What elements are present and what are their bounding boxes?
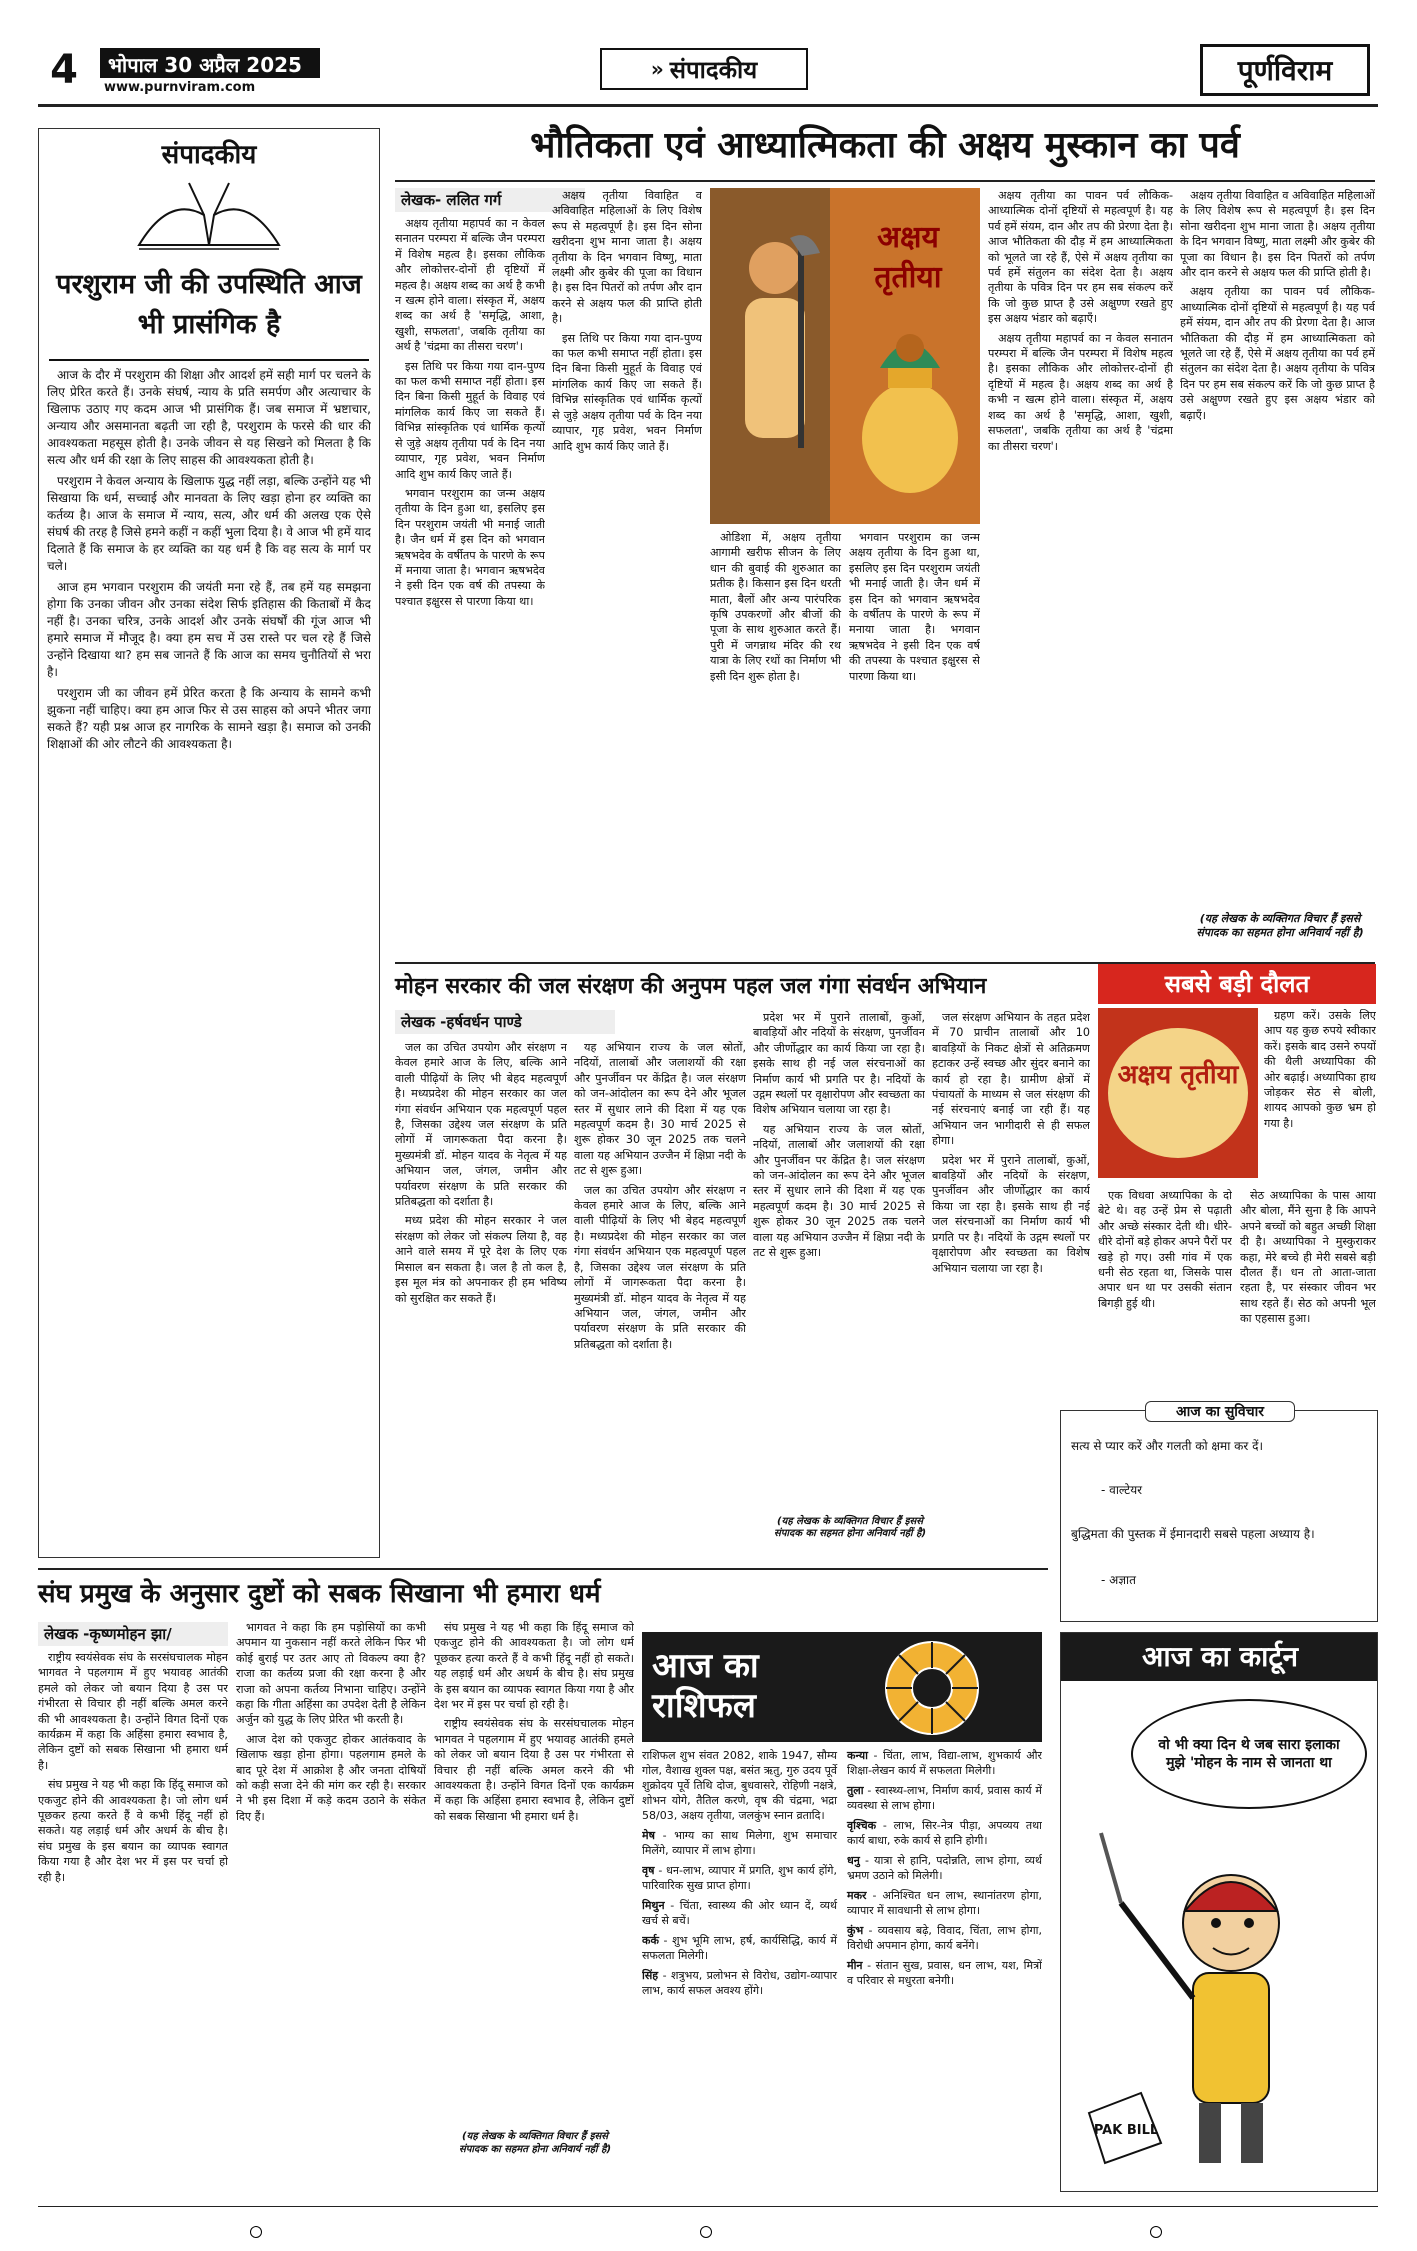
rashifal-text: लाभ, सिर-नेत्र पीड़ा, अपव्यय तथा कार्य बाधा, रुके कार्य से हानि होगी। [847,1819,1042,1847]
page-number [38,44,90,96]
pen-hands-icon [129,175,289,255]
wealth-paragraph: एक विधवा अध्यापिका के दो बेटे थे। वह उन्हें प्रेम से पढ़ाती और अच्छे संस्कार देती थी। धीरे-धीरे दोनों बड़े होकर अपने पैरों पर खड़े हो गए। उसी गांव में एक धनी सेठ रहता था, जिसके पास अपार धन था पर उसकी संतान बिगड़ी हुई थी। [1098,1189,1232,1310]
main-col-1 [395,216,545,956]
editorial-title: परशुराम जी की उपस्थिति आज भी प्रासंगिक है [56,269,362,340]
rashifal-item: धनु - यात्रा से हानि, पदोन्नति, लाभ होगा, व्यर्थ भ्रमण उठाने को मिलेगी। [847,1854,1042,1882]
sangh-col-3 [434,1620,634,2100]
footer-rule [38,2206,1378,2207]
water-col-1 [395,1040,567,1556]
rashifal-text: चिंता, लाभ, विद्या-लाभ, शुभकार्य और शिक्षा-लेखन कार्य में सफलता मिलेगी। [847,1749,1042,1777]
main-col-2 [552,188,702,956]
suvichar-line: बुद्धिमता की पुस्तक में ईमानदारी सबसे पहला अध्याय है। [1071,1527,1315,1541]
rashifal-sign: वृश्चिक [847,1819,877,1832]
main-paragraph: अक्षय तृतीया का पावन पर्व लौकिक-आध्यात्मिक दोनों दृष्टियों से महत्वपूर्ण है। यह पर्व हमें संयम, दान और तप की प्रेरणा देता है। आज भौतिकता की दौड़ में हम आध्यात्मिकता को भूलते जा रहे हैं, ऐसे में अक्षय तृतीया का पर्व हमें संतुलन का संदेश देता है। अक्षय तृतीया के पवित्र दिन पर हम सब संकल्प करें कि जो कुछ प्राप्त है उसे अक्षुण्ण रखते हुए इस अक्षय भंडार को बढ़ाएँ। [1180,285,1375,422]
rashifal-item: मेष - भाग्य का साथ मिलेगा, शुभ समाचार मिलेंगे, व्यापार में लाभ होगा। [642,1829,837,1857]
water-paragraph: जल का उचित उपयोग और संरक्षण न केवल हमारे आज के लिए, बल्कि आने वाली पीढ़ियों के लिए भी बेहद महत्वपूर्ण है। मध्यप्रदेश की मोहन सरकार का जल गंगा संवर्धन अभियान एक महत्वपूर्ण पहल है, जिसका उद्देश्य जल संरक्षण के प्रति लोगों में जागरूकता पैदा करना है। मुख्यमंत्री डॉ. मोहन यादव के नेतृत्व में यह अभियान जल, जंगल, जमीन और पर्यावरण संरक्षण के प्रति सरकार की प्रतिबद्धता को दर्शाता है। [574,1183,746,1351]
water-headline: मोहन सरकार की जल संरक्षण की अनुपम पहल जल गंगा संवर्धन अभियान [395,973,987,999]
sangh-paragraph: आज देश को एकजुट होकर आतंकवाद के खिलाफ खड़ा होना होगा। पहलगाम हमले के बाद पूरे देश में आक्रोश है और जनता दोषियों को कड़ी सजा देने की मांग कर रही है। सरकार ने भी इस दिशा में कड़े कदम उठाने के संकेत दिए हैं। [236,1732,426,1823]
main-paragraph: अक्षय तृतीया विवाहित व अविवाहित महिलाओं के लिए विशेष रूप से महत्वपूर्ण है। इस दिन सोना खरीदना शुभ माना जाता है। अक्षय तृतीया के दिन भगवान विष्णु, माता लक्ष्मी और कुबेर की पूजा का विधान है। इस दिन पितरों को तर्पण और दान करने से अक्षय फल की प्राप्ति होती है। [552,189,702,326]
main-paragraph: अक्षय तृतीया का पावन पर्व लौकिक-आध्यात्मिक दोनों दृष्टियों से महत्वपूर्ण है। यह पर्व हमें संयम, दान और तप की प्रेरणा देता है। आज भौतिकता की दौड़ में हम आध्यात्मिकता को भूलते जा रहे हैं, ऐसे में अक्षय तृतीया का पर्व हमें संतुलन का संदेश देता है। अक्षय तृतीया के पवित्र दिन पर हम सब संकल्प करें कि जो कुछ प्राप्त है उसे अक्षुण्ण रखते हुए इस अक्षय भंडार को बढ़ाएँ। [988,189,1173,326]
main-paragraph: अक्षय तृतीया विवाहित व अविवाहित महिलाओं के लिए विशेष रूप से महत्वपूर्ण है। इस दिन सोना खरीदना शुभ माना जाता है। अक्षय तृतीया के दिन भगवान विष्णु, माता लक्ष्मी और कुबेर की पूजा का विधान है। इस दिन पितरों को तर्पण और दान करने से अक्षय फल की प्राप्ति होती है। [1180,189,1375,280]
sangh-headline: संघ प्रमुख के अनुसार दुष्टों को सबक सिखाना भी हमारा धर्म [38,1579,601,1609]
page-header [0,0,1417,100]
wealth-image [1098,1008,1258,1178]
rashifal-sign: मेष [642,1829,655,1842]
rashifal-sign: तुला [847,1784,864,1797]
cartoon-speech-bubble [1131,1699,1367,1809]
editorial-paragraph: परशुराम जी का जीवन हमें प्रेरित करता है कि अन्याय के सामने कभी झुकना नहीं चाहिए। क्या हम आज फिर से उस साहस को अपने भीतर जगा सकते हैं? यही प्रश्न आज हर नागरिक के सामने खड़ा है। समाज को उनकी शिक्षाओं की ओर लौटने की आवश्यकता है। [47,686,371,751]
rashifal-text: व्यवसाय बढ़े, विवाद, चिंता, लाभ होगा, विरोधी अपमान होगा, कार्य बनेंगे। [847,1924,1042,1952]
page-number-text: 4 [50,47,78,93]
rashifal-text: चिंता, स्वास्थ्य की ओर ध्यान दें, व्यर्थ खर्च से बचें। [642,1899,837,1927]
sangh-paragraph: राष्ट्रीय स्वयंसेवक संघ के सरसंघचालक मोहन भागवत ने पहलगाम में हुए भयावह आतंकी हमले को लेकर जो बयान दिया है उस पर गंभीरता से विचार ही नहीं बल्कि अमल करने की भी आवश्यकता है। उन्होंने विगत दिनों एक कार्यक्रम में कहा कि अहिंसा हमारा स्वभाव है, लेकिन दुष्टों को सबक सिखाना भी हमारा धर्म है। [434,1717,634,1823]
wealth-headline: सबसे बड़ी दौलत [1098,964,1376,1004]
sangh-paragraph: संघ प्रमुख ने यह भी कहा कि हिंदू समाज को एकजुट होने की आवश्यकता है। जो लोग धर्म पूछकर हत्या करते हैं वे कभी हिंदू नहीं हो सकते। यह लड़ाई धर्म और अधर्म के बीच है। संघ प्रमुख के इस बयान का व्यापक स्वागत किया गया है और देश भर में इस पर चर्चा हो रही है। [434,1621,634,1712]
rashifal-sign: कुंभ [847,1924,864,1937]
wealth-col-top [1264,1008,1376,1184]
section-title: संपादकीय [669,55,758,84]
rashifal-item: वृश्चिक - लाभ, सिर-नेत्र पीड़ा, अपव्यय तथा कार्य बाधा, रुके कार्य से हानि होगी। [847,1819,1042,1847]
rashifal-sign: मीन [847,1959,863,1972]
water-paragraph: यह अभियान राज्य के जल स्रोतों, नदियों, तालाबों और जलाशयों की रक्षा और पुनर्जीवन पर केंद्रित है। जल संरक्षण को जन-आंदोलन का रूप देने और भूजल स्तर में सुधार लाने की दिशा में यह एक महत्वपूर्ण कदम है। 30 मार्च 2025 से शुरू होकर 30 जून 2025 तक चलने वाला यह अभियान उज्जैन में क्षिप्रा नदी के तट से शुरू हुआ। [753,1122,925,1260]
sangh-byline: लेखक -कृष्णमोहन झा/ [38,1622,228,1646]
main-paragraph: अक्षय तृतीया महापर्व का न केवल सनातन परम्परा में बल्कि जैन परम्परा में विशेष महत्व है। इसका लौकिक और लोकोत्तर-दोनों ही दृष्टियों में महत्व है। अक्षय शब्द का अर्थ है कभी न खत्म होने वाला। संस्कृत में, अक्षय शब्द का अर्थ है 'समृद्धि, आशा, खुशी, सफलता', जबकि तृतीया का अर्थ है 'चंद्रमा का तीसरा चरण'। [988,331,1173,453]
rashifal-title: आज का राशिफल [652,1646,759,1726]
registration-mark [250,2226,262,2238]
sangh-paragraph: संघ प्रमुख ने यह भी कहा कि हिंदू समाज को एकजुट होने की आवश्यकता है। जो लोग धर्म पूछकर हत्या करते हैं वे कभी हिंदू नहीं हो सकते। यह लड़ाई धर्म और अधर्म के बीच है। संघ प्रमुख के इस बयान का व्यापक स्वागत किया गया है और देश भर में इस पर चर्चा हो रही है। [38,1778,228,1884]
water-paragraph: जल संरक्षण अभियान के तहत प्रदेश में 70 प्राचीन तालाबों और 10 बावड़ियों के निकट क्षेत्रों से अतिक्रमण हटाकर उन्हें स्वच्छ और सुंदर बनाने का कार्य हो रहा है। ग्रामीण क्षेत्रों में पंचायतों के माध्यम से जल संरक्षण की नई संरचनाएं बनाई जा रही हैं। यह अभियान जन भागीदारी से ही सफल होगा। [932,1011,1090,1148]
editorial-body [47,367,371,1547]
registration-mark [1150,2226,1162,2238]
suvichar-author: - वाल्टेयर [1101,1483,1143,1497]
rashifal-sign: मिथुन [642,1899,665,1912]
suvichar-author: - अज्ञात [1101,1573,1136,1587]
main-col-4 [988,188,1173,956]
main-paragraph: इस तिथि पर किया गया दान-पुण्य का फल कभी समाप्त नहीं होता। इस दिन बिना किसी मुहूर्त के विवाह एवं मांगलिक कार्य किए जा सकते हैं। विभिन्न सांस्कृतिक एवं धार्मिक कृत्यों से जुड़े अक्षय तृतीया पर्व के दिन नया व्यापार, गृह प्रवेश, भवन निर्माण आदि शुभ कार्य किए जाते हैं। [395,359,545,481]
water-col-2 [574,1040,746,1556]
wealth-image-title: अक्षय तृतीया [1117,1060,1239,1090]
editorial-paragraph: आज के दौर में परशुराम की शिक्षा और आदर्श हमें सही मार्ग पर चलने के लिए प्रेरित करते हैं। उनके संघर्ष, न्याय के प्रति समर्पण और अत्याचार के खिलाफ उठाए गए कदम आज भी प्रासंगिक हैं। जब समाज में भ्रष्टाचार, अन्याय और असमानता बढ़ती जा रही है, परशुराम के फरसे की धार की आवश्यकता महसूस होती है। उनके जीवन से यह सिखने को मिलता है कि सत्य और धर्म की रक्षा के लिए साहस की आवश्यकता होती है। [47,368,371,467]
wealth-col-1 [1098,1188,1232,1404]
main-paragraph: ओडिशा में, अक्षय तृतीया आगामी खरीफ सीजन के लिए धान की बुवाई की शुरुआत का प्रतीक है। किसान इस दिन धरती माता, बैलों और अन्य पारंपरिक कृषि उपकरणों और बीजों की पूजा के साथ शुरुआत करते हैं। पुरी में जगन्नाथ मंदिर की रथ यात्रा के लिए रथों का निर्माण भी इसी दिन शुरू होता है। [710,531,841,683]
editorial-label: संपादकीय [161,140,257,170]
main-disclaimer: (यह लेखक के व्यक्तिगत विचार हैं इससे संपादक का सहमत होना अनिवार्य नहीं है) [1196,912,1364,939]
rashifal-text: यात्रा से हानि, पदोन्नति, लाभ होगा, व्यर्थ भ्रमण उठाने को मिलेगी। [847,1854,1042,1882]
rashifal-item: कर्क - शुभ भूमि लाभ, हर्ष, कार्यसिद्धि, कार्य में सफलता मिलेगी। [642,1934,837,1962]
rashifal-text: धन-लाभ, व्यापार में प्रगति, शुभ कार्य होंगे, पारिवारिक सुख प्राप्त होगा। [642,1864,837,1892]
main-col-3 [710,530,980,956]
rashifal-item: तुला - स्वास्थ्य-लाभ, निर्माण कार्य, प्रवास कार्य में व्यवस्था से लाभ होगा। [847,1784,1042,1812]
main-paragraph: इस तिथि पर किया गया दान-पुण्य का फल कभी समाप्त नहीं होता। इस दिन बिना किसी मुहूर्त के विवाह एवं मांगलिक कार्य किए जा सकते हैं। विभिन्न सांस्कृतिक एवं धार्मिक कृत्यों से जुड़े अक्षय तृतीया पर्व के दिन नया व्यापार, गृह प्रवेश, भवन निर्माण आदि शुभ कार्य किए जाते हैं। [552,331,702,453]
water-disclaimer: (यह लेखक के व्यक्तिगत विचार हैं इससे संपादक का सहमत होना अनिवार्य नहीं है) [773,1516,927,1539]
rashifal-sign: कन्या [847,1749,868,1762]
water-col-3 [753,1010,925,1556]
main-col-5 [1180,188,1375,908]
rashifal-text: शुभ भूमि लाभ, हर्ष, कार्यसिद्धि, कार्य में सफलता मिलेगी। [642,1934,837,1962]
registration-mark [700,2226,712,2238]
suvichar-title: आज का सुविचार [1145,1401,1295,1422]
main-byline: लेखक- ललित गर्ग [395,188,585,212]
water-paragraph: जल का उचित उपयोग और संरक्षण न केवल हमारे आज के लिए, बल्कि आने वाली पीढ़ियों के लिए भी बेहद महत्वपूर्ण है। मध्यप्रदेश की मोहन सरकार का जल गंगा संवर्धन अभियान एक महत्वपूर्ण पहल है, जिसका उद्देश्य जल संरक्षण के प्रति लोगों में जागरूकता पैदा करना है। मुख्यमंत्री डॉ. मोहन यादव के नेतृत्व में यह अभियान जल, जंगल, जमीन और पर्यावरण संरक्षण के प्रति सरकार की प्रतिबद्धता को दर्शाता है। [395,1041,567,1209]
rashifal-sign: वृष [642,1864,655,1877]
sangh-disclaimer: (यह लेखक के व्यक्तिगत विचार हैं इससे संपादक का सहमत होना अनिवार्य नहीं है) [458,2131,612,2155]
rashifal-item: वृष - धन-लाभ, व्यापार में प्रगति, शुभ कार्य होंगे, पारिवारिक सुख प्राप्त होगा। [642,1864,837,1892]
sangh-paragraph: भागवत ने कहा कि हम पड़ोसियों का कभी अपमान या नुकसान नहीं करते लेकिन फिर भी कोई बुराई पर उतर आए तो विकल्प क्या है? राजा का कर्तव्य प्रजा की रक्षा करना है और राजा को अपना कर्तव्य निभाना चाहिए। उन्होंने कहा कि गीता अहिंसा का उपदेश देती है लेकिन अर्जुन को युद्ध के लिए प्रेरित भी करती है। [236,1621,426,1727]
website-link[interactable]: www.purnviram.com [104,80,256,95]
akshaya-tritiya-image [710,188,980,524]
wealth-col-2 [1240,1188,1376,1404]
cartoon-speech: वो भी क्या दिन थे जब सारा इलाका मुझे 'मोहन के नाम से जानता था [1158,1737,1340,1771]
editorial-paragraph: परशुराम ने केवल अन्याय के खिलाफ युद्ध नहीं लड़ा, बल्कि उन्होंने यह भी सिखाया कि धर्म, सच्चाई और मानवता के लिए खड़ा होना हर व्यक्ति का कर्तव्य है। आज के समाज में न्याय, सत्य, और धर्म की अलख एक ऐसे संघर्ष की तरह है जिसे हमने कहीं न कहीं भुला दिया है। वे आज भी हमें याद दिलाते हैं कि समाज के हर व्यक्ति का यह धर्म है कि वह सत्य के मार्ग पर चले। [47,474,371,573]
rashifal-sign: धनु [847,1854,860,1867]
rashifal-sign: कर्क [642,1934,659,1947]
main-paragraph: अक्षय तृतीया महापर्व का न केवल सनातन परम्परा में बल्कि जैन परम्परा में विशेष महत्व है। इसका लौकिक और लोकोत्तर-दोनों ही दृष्टियों में महत्व है। अक्षय शब्द का अर्थ है कभी न खत्म होने वाला। संस्कृत में, अक्षय शब्द का अर्थ है 'समृद्धि, आशा, खुशी, सफलता', जबकि तृतीया का अर्थ है 'चंद्रमा का तीसरा चरण'। [395,217,545,354]
rashifal-text: भाग्य का साथ मिलेगा, शुभ समाचार मिलेंगे, व्यापार में लाभ होगा। [642,1829,837,1857]
rashifal-intro: राशिफल शुभ संवत 2082, शाके 1947, सौम्य गोल, वैशाख शुक्ल पक्ष, बसंत ऋतु, गुरु उदय पूर्वे शुक्रोदय पूर्वे तिथि दोज, बुधवासरे, रोहिणी नक्षत्रे, शोभन योगे, तैतिल करणे, वृष की चंद्रमा, भद्रा 58/03, अक्षय तृतीया, जलकुंभ स्नान व्रतादि। [642,1749,837,1822]
rashifal-text: शत्रुभय, प्रलोभन से विरोध, उद्योग-व्यापार लाभ, कार्य सफल अवश्य होंगे। [642,1969,837,1997]
rashifal-item: मकर - अनिश्चित धन लाभ, स्थानांतरण होगा, व्यापार में सावधानी से लाभ होगा। [847,1889,1042,1917]
zodiac-wheel-icon [882,1638,982,1738]
rashifal-text: स्वास्थ्य-लाभ, निर्माण कार्य, प्रवास कार्य में व्यवस्था से लाभ होगा। [847,1784,1042,1812]
water-byline: लेखक -हर्षवर्धन पाण्डे [395,1010,615,1034]
kalash-icon [850,318,970,508]
rashifal-sign: मकर [847,1889,867,1902]
cartoon-sign: PAK BILL [1093,2123,1159,2138]
editorial-box [38,128,380,1558]
header-rule [38,104,1378,107]
newspaper-logo [1200,44,1370,96]
image-title: अक्षय तृतीया [874,220,942,295]
main-paragraph: भगवान परशुराम का जन्म अक्षय तृतीया के दिन हुआ था, इसलिए इस दिन परशुराम जयंती भी मनाई जाती है। जैन धर्म में इस दिन को भगवान ऋषभदेव के वर्षीतप के पारणे के रूप में मनाया जाता है। भगवान ऋषभदेव ने इसी दिन एक वर्ष की तपस्या के पश्चात इक्षुरस से पारणा किया था। [849,531,980,683]
suvichar-box [1060,1404,1378,1622]
editorial-paragraph: आज हम भगवान परशुराम की जयंती मना रहे हैं, तब हमें यह समझना होगा कि उनका जीवन और उनका संदेश सिर्फ इतिहास की किताबों में कैद नहीं है। उनका चरित्र, उनके आदर्श और उनके संघर्षों की गूंज आज भी हमारे समाज में मौजूद है। क्या हम सच में उस रास्ते पर चल रहे हैं जिसे उन्होंने दिखाया था? हम सब जानते हैं कि आज का समय चुनौतियों से भरा है। [47,580,371,679]
sangh-col-2 [236,1620,426,2202]
main-headline-rule [395,180,1375,182]
cartoon-box [1060,1632,1378,2192]
sangh-paragraph: राष्ट्रीय स्वयंसेवक संघ के सरसंघचालक मोहन भागवत ने पहलगाम में हुए भयावह आतंकी हमले को लेकर जो बयान दिया है उस पर गंभीरता से विचार ही नहीं बल्कि अमल करने की भी आवश्यकता है। उन्होंने विगत दिनों एक कार्यक्रम में कहा कि अहिंसा हमारा स्वभाव है, लेकिन दुष्टों को सबक सिखाना भी हमारा धर्म है। [38,1651,228,1772]
date-line: भोपाल 30 अप्रैल 2025 [100,48,320,78]
rashifal-text: संतान सुख, प्रवास, धन लाभ, यश, मित्रों व परिवार से मधुरता बनेगी। [847,1959,1042,1987]
rashifal-item: मीन - संतान सुख, प्रवास, धन लाभ, यश, मित्रों व परिवार से मधुरता बनेगी। [847,1959,1042,1987]
editorial-title-rule [49,359,369,361]
rashifal-item: कन्या - चिंता, लाभ, विद्या-लाभ, शुभकार्य और शिक्षा-लेखन कार्य में सफलता मिलेगी। [847,1749,1042,1777]
rashifal-item: कुंभ - व्यवसाय बढ़े, विवाद, चिंता, लाभ होगा, विरोधी अपमान होगा, कार्य बनेंगे। [847,1924,1042,1952]
main-paragraph: भगवान परशुराम का जन्म अक्षय तृतीया के दिन हुआ था, इसलिए इस दिन परशुराम जयंती भी मनाई जाती है। जैन धर्म में इस दिन को भगवान ऋषभदेव के वर्षीतप के पारणे के रूप में मनाया जाता है। भगवान ऋषभदेव ने इसी दिन एक वर्ष की तपस्या के पश्चात इक्षुरस से पारणा किया था। [395,486,545,608]
rashifal-item: सिंह - शत्रुभय, प्रलोभन से विरोध, उद्योग-व्यापार लाभ, कार्य सफल अवश्य होंगे। [642,1969,837,1997]
wealth-box [1098,964,1376,1404]
rashifal-text: अनिश्चित धन लाभ, स्थानांतरण होगा, व्यापार में सावधानी से लाभ होगा। [847,1889,1042,1917]
main-headline: भौतिकता एवं आध्यात्मिकता की अक्षय मुस्कान का पर्व [530,124,1240,166]
cartoon-title: आज का कार्टून [1061,1633,1378,1681]
section-banner [600,48,808,90]
water-paragraph: प्रदेश भर में पुराने तालाबों, कुओं, बावड़ियों और नदियों के संरक्षण, पुनर्जीवन और जीर्णोद्धार का कार्य किया जा रहा है। इसके साथ ही नई जल संरचनाओं का निर्माण कार्य भी प्रगति पर है। नदियों के उद्गम स्थलों पर वृक्षारोपण और स्वच्छता का विशेष अभियान चलाया जा रहा है। [753,1011,925,1117]
rashifal-body [642,1748,1042,2200]
wealth-paragraph: सेठ अध्यापिका के पास आया और बोला, मैंने सुना है कि आपने अपने बच्चों को बहुत अच्छी शिक्षा दी है। अध्यापिका ने मुस्कुराकर कहा, मेरे बच्चे ही मेरी सबसे बड़ी दौलत हैं। धन तो आता-जाता रहता है, पर संस्कार जीवन भर साथ रहते हैं। सेठ को अपनी भूल का एहसास हुआ। [1240,1189,1376,1326]
rashifal-sign: सिंह [642,1969,659,1982]
water-paragraph: मध्य प्रदेश की मोहन सरकार ने जल संरक्षण को लेकर जो संकल्प लिया है, वह आने वाले समय में पूरे देश के लिए एक मिसाल बन सकता है। जल है तो कल है, इस मूल मंत्र को अपनाकर ही हम भविष्य को सुरक्षित कर सकते हैं। [395,1214,567,1305]
suvichar-line: सत्य से प्यार करें और गलती को क्षमा कर दें। [1071,1439,1263,1453]
wealth-paragraph: ग्रहण करें। उसके लिए आप यह कुछ रुपये स्वीकार करें। इसके बाद उसने रुपयों की थैली अध्यापिका की ओर बढ़ाई। अध्यापिका हाथ जोड़कर सेठ से बोली, शायद आपको कुछ भ्रम हो गया है। [1264,1009,1376,1130]
sangh-top-rule [38,1568,1048,1570]
water-paragraph: यह अभियान राज्य के जल स्रोतों, नदियों, तालाबों और जलाशयों की रक्षा और पुनर्जीवन पर केंद्रित है। जल संरक्षण को जन-आंदोलन का रूप देने और भूजल स्तर में सुधार लाने की दिशा में यह एक महत्वपूर्ण कदम है। 30 मार्च 2025 से शुरू होकर 30 जून 2025 तक चलने वाला यह अभियान उज्जैन में क्षिप्रा नदी के तट से शुरू हुआ। [574,1041,746,1178]
chevron-right-icon: » [650,57,664,81]
sangh-col-1 [38,1650,228,2202]
deity-figure-icon [720,228,830,508]
rashifal-banner [642,1632,1042,1742]
rashifal-item: मिथुन - चिंता, स्वास्थ्य की ओर ध्यान दें, व्यर्थ खर्च से बचें। [642,1899,837,1927]
water-paragraph: प्रदेश भर में पुराने तालाबों, कुओं, बावड़ियों और नदियों के संरक्षण, पुनर्जीवन और जीर्णोद्धार का कार्य किया जा रहा है। इसके साथ ही नई जल संरचनाओं का निर्माण कार्य भी प्रगति पर है। नदियों के उद्गम स्थलों पर वृक्षारोपण और स्वच्छता का विशेष अभियान चलाया जा रहा है। [932,1153,1090,1275]
logo-text: पूर्णविराम [1237,54,1333,87]
